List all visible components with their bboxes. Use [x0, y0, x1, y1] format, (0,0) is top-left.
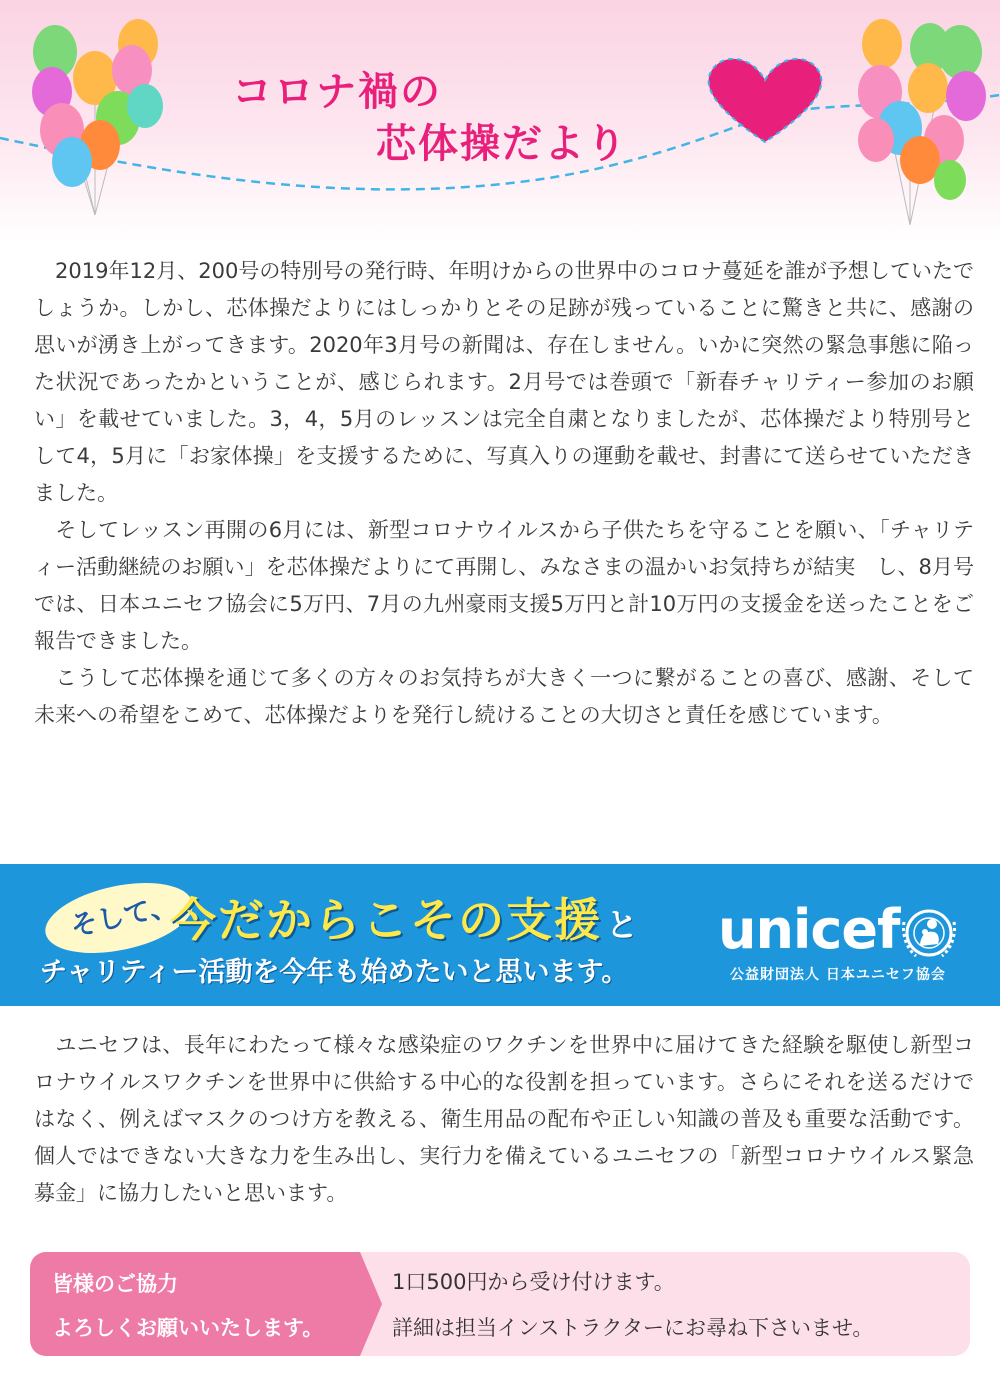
intro-paragraph: そしてレッスン再開の6月には、新型コロナウイルスから子供たちを守ることを願い、「チャリティー活動継続のお願い」を芯体操だよりにて再開し、みなさまの温かいお気持ちが結実 し、8月号では、日本ユニセフ協会に5万円、7月の九州豪雨支援5万円と計10万円の支援金を送ったことをご報告できました。 — [34, 518, 974, 653]
donation-amount-text: 1口500円から受け付けます。 — [392, 1270, 675, 1294]
cooperation-box — [30, 1252, 970, 1356]
headline-main: 今だからこその支援 — [170, 893, 602, 947]
intro-paragraph: こうして芯体操を通じて多くの方々のお気持ちが大きく一つに繋がることの喜び、感謝、そして未来への希望をこめて、芯体操だよりを発行し続けることの大切さと責任を感じています。 — [34, 666, 974, 727]
banner-headline — [170, 884, 640, 950]
headline-to: と — [606, 906, 641, 944]
cooperation-label-line1: 皆様のご協力 — [52, 1272, 178, 1296]
page-title-line2: 芯体操だより — [376, 121, 628, 167]
unicef-text — [34, 1027, 974, 1212]
support-banner — [0, 864, 1000, 1006]
unicef-paragraph: ユニセフは、長年にわたって様々な感染症のワクチンを世界中に届けてきた経験を駆使し新型コロナウイルスワクチンを世界中に供給する中心的な役割を担っています。さらにそれを送るだけではなく、例えばマスクのつけ方を教える、衛生用品の配布や正しい知識の普及も重要な活動です。個人ではできない大きな力を生み出し、実行力を備えているユニセフの「新型コロナウイルス緊急募金」に協力したいと思います。 — [34, 1033, 974, 1205]
balloons-left-icon — [32, 19, 163, 215]
unicef-wordmark: unicef — [718, 898, 900, 961]
contact-instructor-text: 詳細は担当インストラクターにお尋ね下さいませ。 — [392, 1316, 874, 1340]
banner-subline: チャリティー活動を今年も始めたいと思います。 — [40, 957, 629, 988]
page-title-line1: コロナ禍の — [232, 69, 442, 115]
unicef-logo — [718, 900, 968, 990]
balloons-right-icon — [858, 19, 986, 225]
intro-paragraph: 2019年12月、200号の特別号の発行時、年明けからの世界中のコロナ蔓延を誰が予想していたでしょうか。しかし、芯体操だよりにはしっかりとその足跡が残っていることに驚きと共に、感謝の思いが湧き上がってきます。2020年3月号の新聞は、存在しません。いかに突然の緊急事態に陥った状況であったかということが、感じられます。2月号では巻頭で「新春チャリティー参加のお願い」を載せていました。3，4，5月のレッスンは完全自粛となりましたが、芯体操だより特別号として4，5月に「お家体操」を支援するために、写真入りの運動を載せ、封書にて送らせていただきました。 — [34, 259, 974, 505]
header-decoration — [0, 0, 1000, 240]
intro-text — [34, 253, 974, 734]
arrow-icon — [360, 1252, 382, 1356]
bubble-text: そして、 — [67, 890, 180, 943]
header — [0, 0, 1000, 240]
unicef-japan-label: 公益財団法人 日本ユニセフ協会 — [730, 967, 946, 983]
unicef-emblem-icon — [898, 902, 960, 964]
cooperation-label-line2: よろしくお願いいたします。 — [52, 1316, 324, 1340]
